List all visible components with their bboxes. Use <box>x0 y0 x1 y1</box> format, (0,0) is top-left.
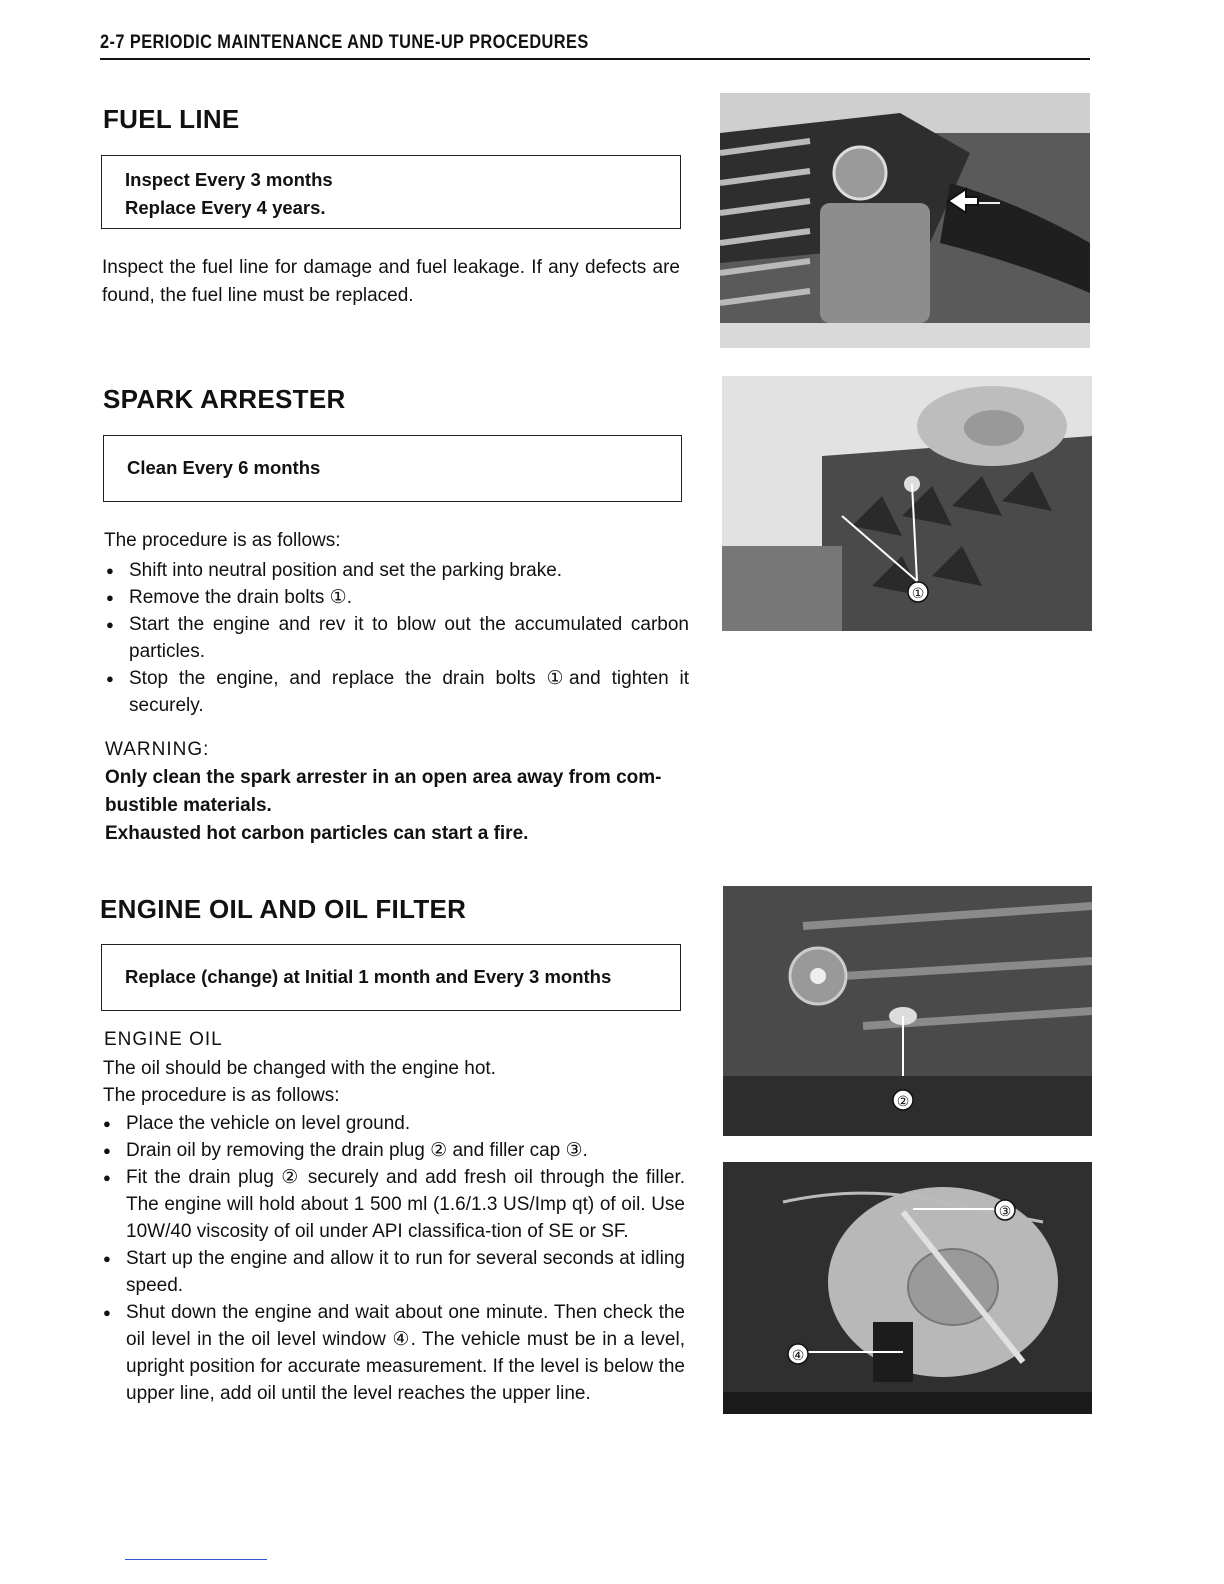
engine-oil-schedule: Replace (change) at Initial 1 month and Every 3 months <box>125 966 612 987</box>
list-item: ● Shut down the engine and wait about one minute. Then check the oil level in the oil level window ④. The vehicle must be in a level, upright position for accurate measurement. If the level is below the upper line, add oil until the level reaches the upper line. <box>101 1299 685 1407</box>
oil-drain-callout-label: ② <box>896 1093 910 1109</box>
spark-arrester-heading: SPARK ARRESTER <box>103 384 346 414</box>
engine-oil-subheading: ENGINE OIL <box>104 1029 223 1050</box>
engine-oil-steps <box>101 1110 685 1407</box>
list-item: ● Start the engine and rev it to blow out the accumulated carbon particles. <box>104 611 689 665</box>
warning-line: Only clean the spark arrester in an open area away from com-bustible materials. <box>105 767 662 816</box>
list-item: ● Stop the engine, and replace the drain bolts ①and tighten it securely. <box>104 665 689 719</box>
engine-oil-lines <box>103 1055 496 1109</box>
oil-drain-photo <box>723 886 1092 1136</box>
list-item: ● Drain oil by removing the drain plug ② and filler cap ③. <box>101 1137 685 1164</box>
engine-oil-line: The procedure is as follows: <box>103 1085 340 1106</box>
engine-oil-schedule-box <box>101 944 681 1011</box>
fuel-line-text: Inspect the fuel line for damage and fuel leakage. If any defects are found, the fuel line must be replaced. <box>102 257 680 306</box>
list-item: ● Remove the drain bolts ①. <box>104 584 689 611</box>
page-header <box>100 30 1090 60</box>
list-item: ● Start up the engine and allow it to run for several seconds at idling speed. <box>101 1245 685 1299</box>
fuel-line-photo <box>720 93 1090 348</box>
footer-link-line <box>125 1559 267 1560</box>
spark-callout-label: ① <box>911 585 925 601</box>
spark-arrester-photo <box>722 376 1092 631</box>
engine-oil-line: The oil should be changed with the engine hot. <box>103 1058 496 1079</box>
list-item: ● Fit the drain plug ② securely and add fresh oil through the filler. The engine will hold about 1 500 ml (1.6/1.3 US/Imp qt) of oil. Use 10W/40 viscosity of oil under API classifica-tion of SE or SF. <box>101 1164 685 1245</box>
fuel-line-schedule-box <box>101 155 681 229</box>
page-header-title: 2-7 PERIODIC MAINTENANCE AND TUNE-UP PROCEDURES <box>100 32 589 53</box>
engine-cover-photo <box>723 1162 1092 1414</box>
filler-callout-label: ③ <box>998 1203 1012 1219</box>
spark-arrester-intro: The procedure is as follows: <box>104 530 341 551</box>
list-item: ● Shift into neutral position and set the parking brake. <box>104 557 689 584</box>
spark-arrester-schedule-box <box>103 435 682 502</box>
window-callout-label: ④ <box>791 1347 805 1363</box>
spark-arrester-steps <box>104 557 689 719</box>
spark-arrester-warning <box>105 736 690 848</box>
spark-arrester-schedule: Clean Every 6 months <box>127 457 321 478</box>
fuel-line-schedule-replace: Replace Every 4 years. <box>125 197 326 218</box>
fuel-line-schedule-inspect: Inspect Every 3 months <box>125 169 333 190</box>
engine-oil-heading: ENGINE OIL AND OIL FILTER <box>100 894 467 924</box>
warning-label: WARNING: <box>105 739 210 760</box>
list-item: ● Place the vehicle on level ground. <box>101 1110 685 1137</box>
fuel-line-heading: FUEL LINE <box>103 104 240 134</box>
warning-line: Exhausted hot carbon particles can start a fire. <box>105 823 529 844</box>
